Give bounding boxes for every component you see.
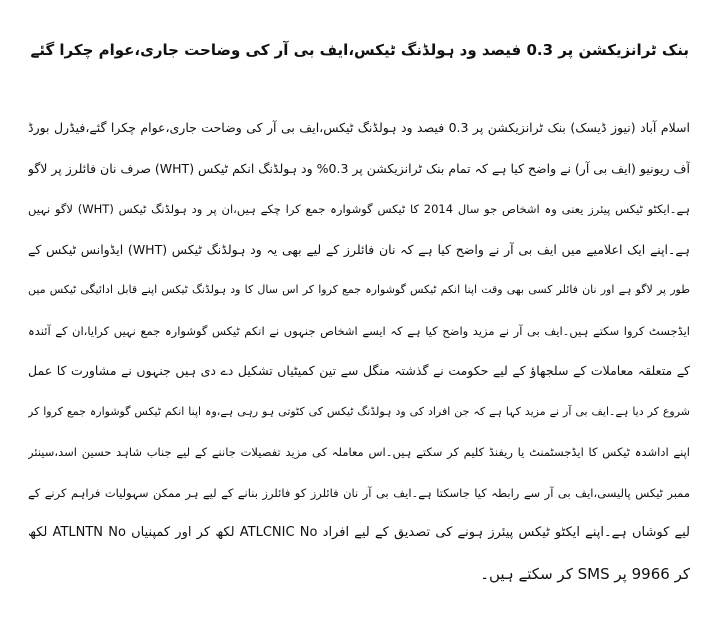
article-line-3: ہے۔ایکٹو ٹیکس پیئرز یعنی وہ اشخاص جو سال 2014 کا ٹیکس گوشوارہ جمع کرا چکے ہیں،ان پر ود ہولڈنگ ٹیکس (WHT) لاگو نہیں xyxy=(28,202,690,216)
article-line-8: شروع کر دیا ہے۔ایف بی آر نے مزید کہا ہے کہ جن افراد کی ود ہولڈنگ ٹیکس کی کٹوتی ہو رہی ہے،وہ اپنا انکم ٹیکس گوشوارہ جمع کروا کر xyxy=(28,404,690,418)
article-line-5: طور پر لاگو ہے اور نان فائلر کسی بھی وقت اپنا انکم ٹیکس گوشوارہ جمع کروا کر اس سال کا ود ہولڈنگ ٹیکس اپنے قابل ادائیگی ٹیکس میں xyxy=(28,283,690,296)
article-line-10: ممبر ٹیکس پالیسی،ایف بی آر سے رابطہ کیا جاسکتا ہے۔ایف بی آر نان فائلرز کو فائلرز بنانے کے لیے ہر ممکن سہولیات فراہم کرنے کے xyxy=(28,485,690,500)
article-line-1: اسلام آباد (نیوز ڈیسک) بنک ٹرانزیکشن پر 0.3 فیصد ود ہولڈنگ ٹیکس،ایف بی آر کی وضاحت جاری،عوام چکرا گئے،فیڈرل بورڈ xyxy=(28,120,690,135)
article-line-11: لیے کوشاں ہے۔اپنے ایکٹو ٹیکس پیئرز ہونے کی تصدیق کے لیے افراد ATLCNIC No لکھ کر اور کمپنیاں ATLNTN No لکھ xyxy=(28,525,690,540)
article-line-6: ایڈجسٹ کروا سکتے ہیں۔ایف بی آر نے مزید واضح کیا ہے کہ ایسے اشخاص جنہوں نے انکم ٹیکس گوشوارہ جمع نہیں کرایا،ان کے آئندہ xyxy=(28,323,690,338)
article-line-9: اپنے اداشدہ ٹیکس کا ایڈجسٹمنٹ یا ریفنڈ کلیم کر سکتے ہیں۔اس معاملہ کی مزید تفصیلات جاننے کے لیے جناب شاہد حسین اسد،سینئر xyxy=(28,445,690,459)
article-line-7: کے متعلقہ معاملات کے سلجھاؤ کے لیے حکومت نے گذشتہ منگل سے تین کمیٹیاں تشکیل دے دی ہیں جنہوں نے مشاورت کا عمل xyxy=(28,363,690,378)
article-title: بنک ٹرانزیکشن پر 0.3 فیصد ود ہولڈنگ ٹیکس،ایف بی آر کی وضاحت جاری،عوام چکرا گئے xyxy=(30,41,689,59)
article-line-2: آف ریونیو (ایف بی آر) نے واضح کیا ہے کہ تمام بنک ٹرانزیکشن پر 0.3% ود ہولڈنگ انکم ٹیکس (WHT) صرف نان فائلرز پر لاگو xyxy=(28,160,690,176)
article-line-12: کر 9966 پر SMS کر سکتے ہیں۔ xyxy=(480,564,690,583)
article-line-4: ہے۔اپنے ایک اعلامیے میں ایف بی آر نے واضح کیا ہے کہ نان فائلرز کے لیے بھی یہ ود ہولڈنگ ٹیکس (WHT) ایڈوانس ٹیکس کے xyxy=(28,241,690,257)
article-body xyxy=(28,108,690,594)
